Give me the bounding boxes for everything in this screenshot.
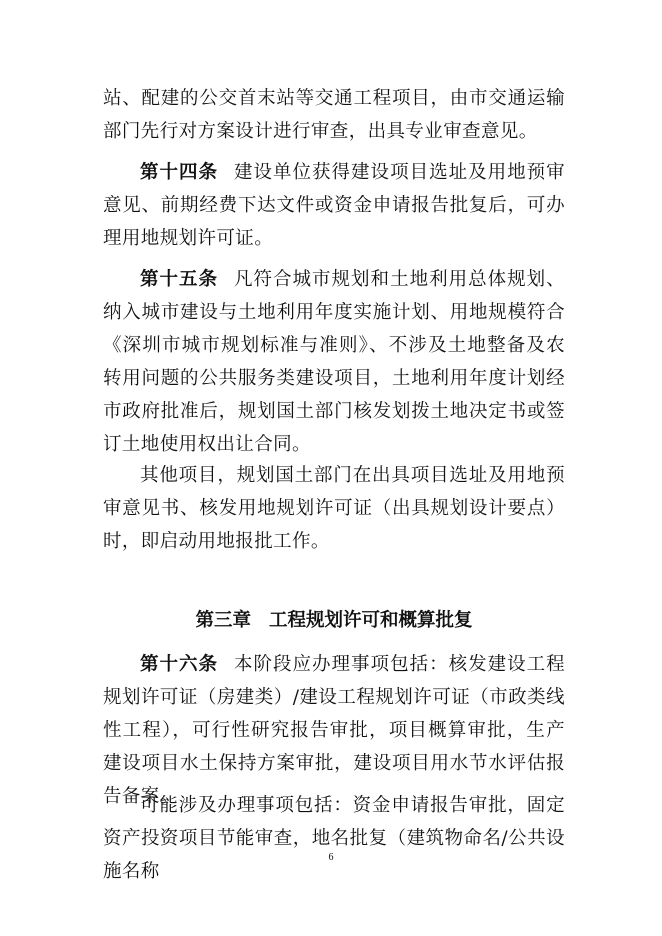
paragraph-text: 其他项目，规划国土部门在出具项目选址及用地预审意见书、核发用地规划许可证（出具规划设计要点）时，即启动用地报批工作。 <box>103 465 565 552</box>
paragraph-text: 本阶段应办理事项包括：核发建设工程规划许可证（房建类）/建设工程规划许可证（市政类线性工程），可行性研究报告审批，项目概算审批，生产建设项目水土保持方案审批，建设项目用水节水评估报告备案。 <box>103 654 565 807</box>
paragraph-possible-items <box>103 789 565 888</box>
paragraph-continuation <box>103 82 565 148</box>
paragraph-text: 可能涉及办理事项包括：资金申请报告审批，固定资产投资项目节能审查，地名批复（建筑物命名/公共设施名称 <box>103 795 565 882</box>
chapter-number: 第三章 <box>195 610 251 631</box>
article-number: 第十五条 <box>140 269 219 290</box>
article-14 <box>103 156 565 255</box>
article-number: 第十四条 <box>140 162 219 183</box>
chapter-heading <box>103 604 565 637</box>
chapter-title: 工程规划许可和概算批复 <box>269 610 473 631</box>
paragraph-text: 凡符合城市规划和土地利用总体规划、纳入城市建设与土地利用年度实施计划、用地规模符合《深圳市城市规划标准与准则》、不涉及土地整备及农转用问题的公共服务类建设项目，土地利用年度计划经市政府批准后，规划国土部门核发划拨土地决定书或签订土地使用权出让合同。 <box>103 269 565 455</box>
paragraph-text: 建设单位获得建设项目选址及用地预审意见、前期经费下达文件或资金申请报告批复后，可办理用地规划许可证。 <box>103 162 565 249</box>
paragraph-other-projects <box>103 459 565 558</box>
article-number: 第十六条 <box>140 654 219 675</box>
article-15 <box>103 263 565 461</box>
page-number: 6 <box>328 852 334 863</box>
paragraph-text: 站、配建的公交首末站等交通工程项目，由市交通运输部门先行对方案设计进行审查，出具专业审查意见。 <box>103 88 565 142</box>
